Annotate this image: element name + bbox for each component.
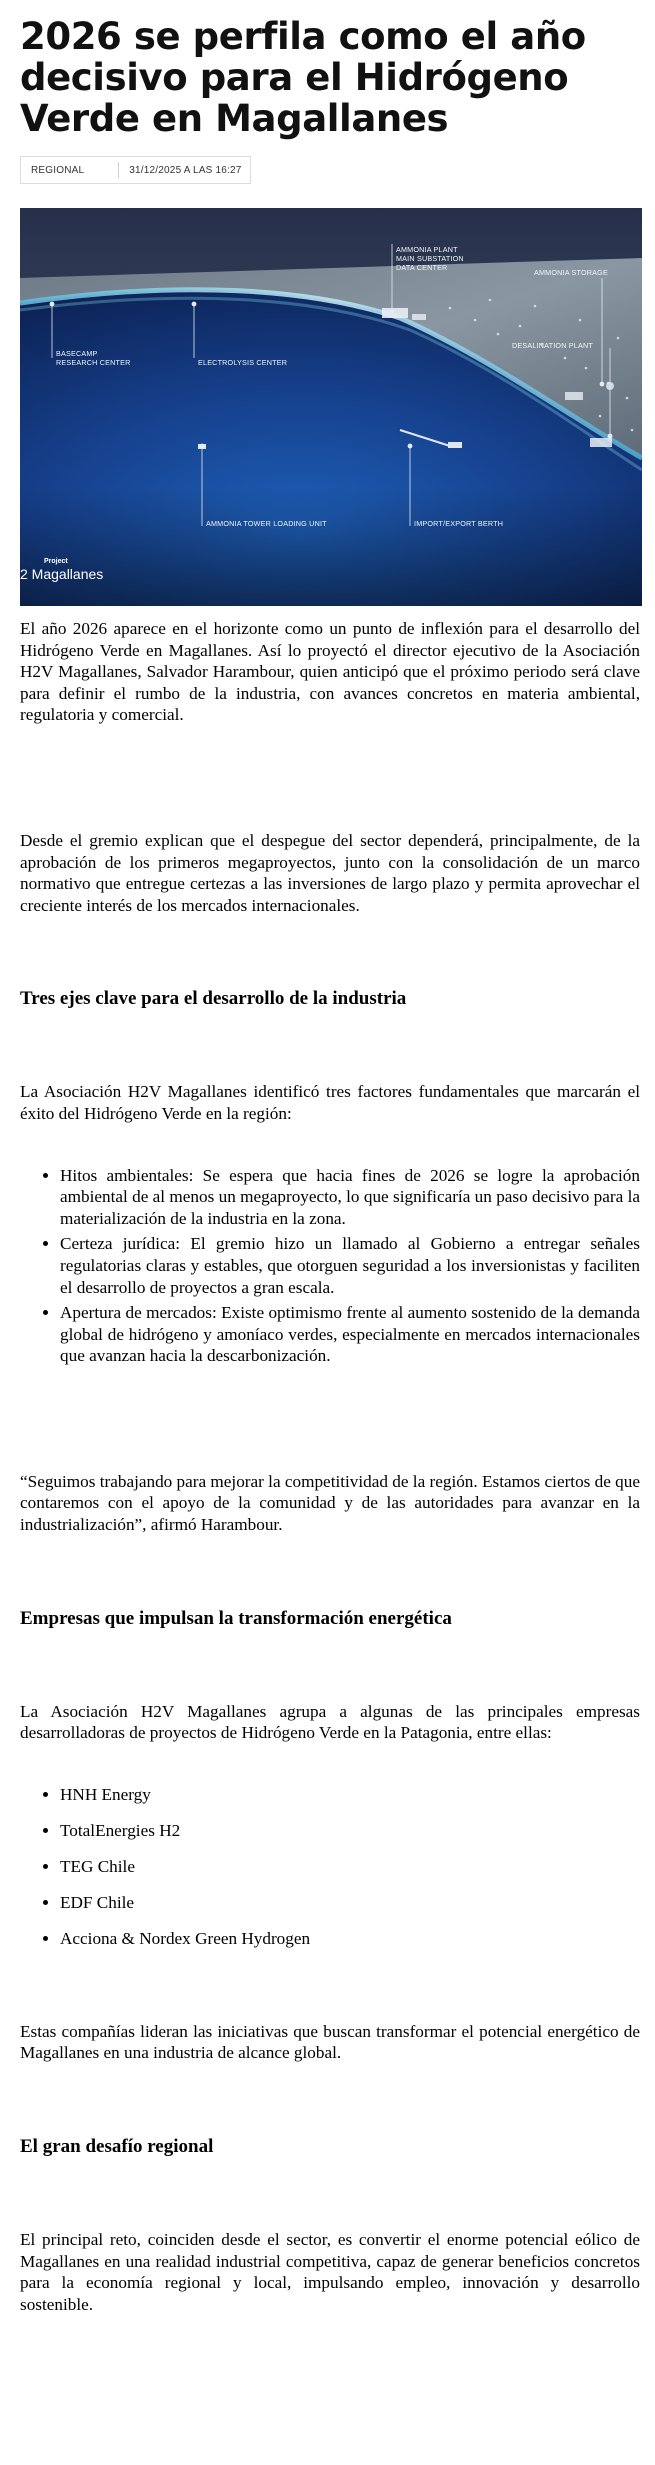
label-ammonia-plant-1: AMMONIA PLANT <box>396 245 458 254</box>
logo-main-text: 2 Magallanes <box>20 566 104 582</box>
label-tower-loading: AMMONIA TOWER LOADING UNIT <box>206 519 327 528</box>
article-body <box>20 618 640 2315</box>
paragraph-agrupa: La Asociación H2V Magallanes agrupa a algunas de las principales empresas desarrolladoras de proyectos de Hidrógeno Verde en la Patagonia, entre ellas: <box>20 1701 640 1743</box>
article-meta <box>20 156 251 184</box>
list-item-hitos: • Hitos ambientales: Se espera que hacia fines de 2026 se logre la aprobación ambiental de al menos un megaproyecto, lo que significaría un paso decisivo para la materialización de la industria en la zona. <box>60 1165 640 1230</box>
label-ammonia-plant-2: MAIN SUBSTATION <box>396 254 464 263</box>
section-heading-empresas: Empresas que impulsan la transformación energética <box>20 1607 452 1629</box>
list-item-empresa: • HNH Energy <box>60 1784 640 1806</box>
paragraph-reto: El principal reto, coinciden desde el sector, es convertir el enorme potencial eólico de Magallanes en una realidad industrial competitiva, capaz de generar beneficios concretos para la economía regional y local, impulsando empleo, innovación y desarrollo sostenible. <box>20 2230 640 2314</box>
hero-image <box>20 208 642 606</box>
article-header <box>20 0 640 184</box>
paragraph-factores: La Asociación H2V Magallanes identificó tres factores fundamentales que marcarán el éxito del Hidrógeno Verde en la región: <box>20 1082 640 1123</box>
label-ammonia-plant-3: DATA CENTER <box>396 263 448 272</box>
list-item-empresa: • Acciona & Nordex Green Hydrogen <box>60 1928 640 1950</box>
article-title: 2026 se perfila como el año decisivo para el Hidrógeno Verde en Magallanes <box>20 15 586 140</box>
list-item-empresa: • TotalEnergies H2 <box>60 1820 640 1842</box>
publish-date: 31/12/2025 A LAS 16:27 <box>129 164 242 176</box>
category-tag[interactable]: REGIONAL <box>31 164 85 176</box>
section-heading-desafio: El gran desafío regional <box>20 2136 214 2157</box>
label-import-export: IMPORT/EXPORT BERTH <box>414 519 504 528</box>
list-item-empresa: • TEG Chile <box>60 1856 640 1878</box>
label-ammonia-storage: AMMONIA STORAGE <box>534 268 608 277</box>
list-item-mercados: • Apertura de mercados: Existe optimismo frente al aumento sostenido de la demanda global de hidrógeno y amoníaco verdes, especialmente en mercados internacionales que avanzan hacia la descarbonización. <box>60 1302 640 1367</box>
section-heading-ejes: Tres ejes clave para el desarrollo de la industria <box>20 988 407 1010</box>
list-empresas <box>20 1784 640 1950</box>
list-ejes <box>20 1165 640 1367</box>
paragraph-companias: Estas compañías lideran las iniciativas que buscan transformar el potencial energético de Magallanes en una industria de alcance global. <box>20 2021 640 2063</box>
label-electrolysis: ELECTROLYSIS CENTER <box>198 358 288 367</box>
list-item-empresa: • EDF Chile <box>60 1892 640 1914</box>
logo-small-text: Project <box>44 558 68 565</box>
label-desalination: DESALINATION PLANT <box>512 341 593 350</box>
list-item-certeza: • Certeza jurídica: El gremio hizo un llamado al Gobierno a entregar señales regulatorias claras y estables, que otorguen seguridad a los inversionistas y faciliten el desarrollo de proyectos a gran escala. <box>60 1233 640 1298</box>
label-basecamp-2: RESEARCH CENTER <box>56 358 131 367</box>
quote-harambour: “Seguimos trabajando para mejorar la competitividad de la región. Estamos ciertos de que contaremos con el apoyo de la comunidad y de las autoridades para avanzar en la industrialización”, afirmó Harambour. <box>20 1471 640 1535</box>
meta-divider <box>118 162 119 178</box>
label-basecamp-1: BASECAMP <box>56 349 98 358</box>
paragraph-intro: El año 2026 aparece en el horizonte como un punto de inflexión para el desarrollo del Hidrógeno Verde en Magallanes. Así lo proyectó el director ejecutivo de la Asociación H2V Magallanes, Salvador Harambour, quien anticipó que el próximo periodo será clave para definir el rumbo de la industria, con avances concretos en materia ambiental, regulatoria y comercial. <box>20 619 640 725</box>
paragraph-gremio: Desde el gremio explican que el despegue del sector dependerá, principalmente, de la aprobación de los primeros megaproyectos, junto con la consolidación de un marco normativo que entregue certezas a las inversiones de largo plazo y permita aprovechar el creciente interés de los mercados internacionales. <box>20 830 640 915</box>
